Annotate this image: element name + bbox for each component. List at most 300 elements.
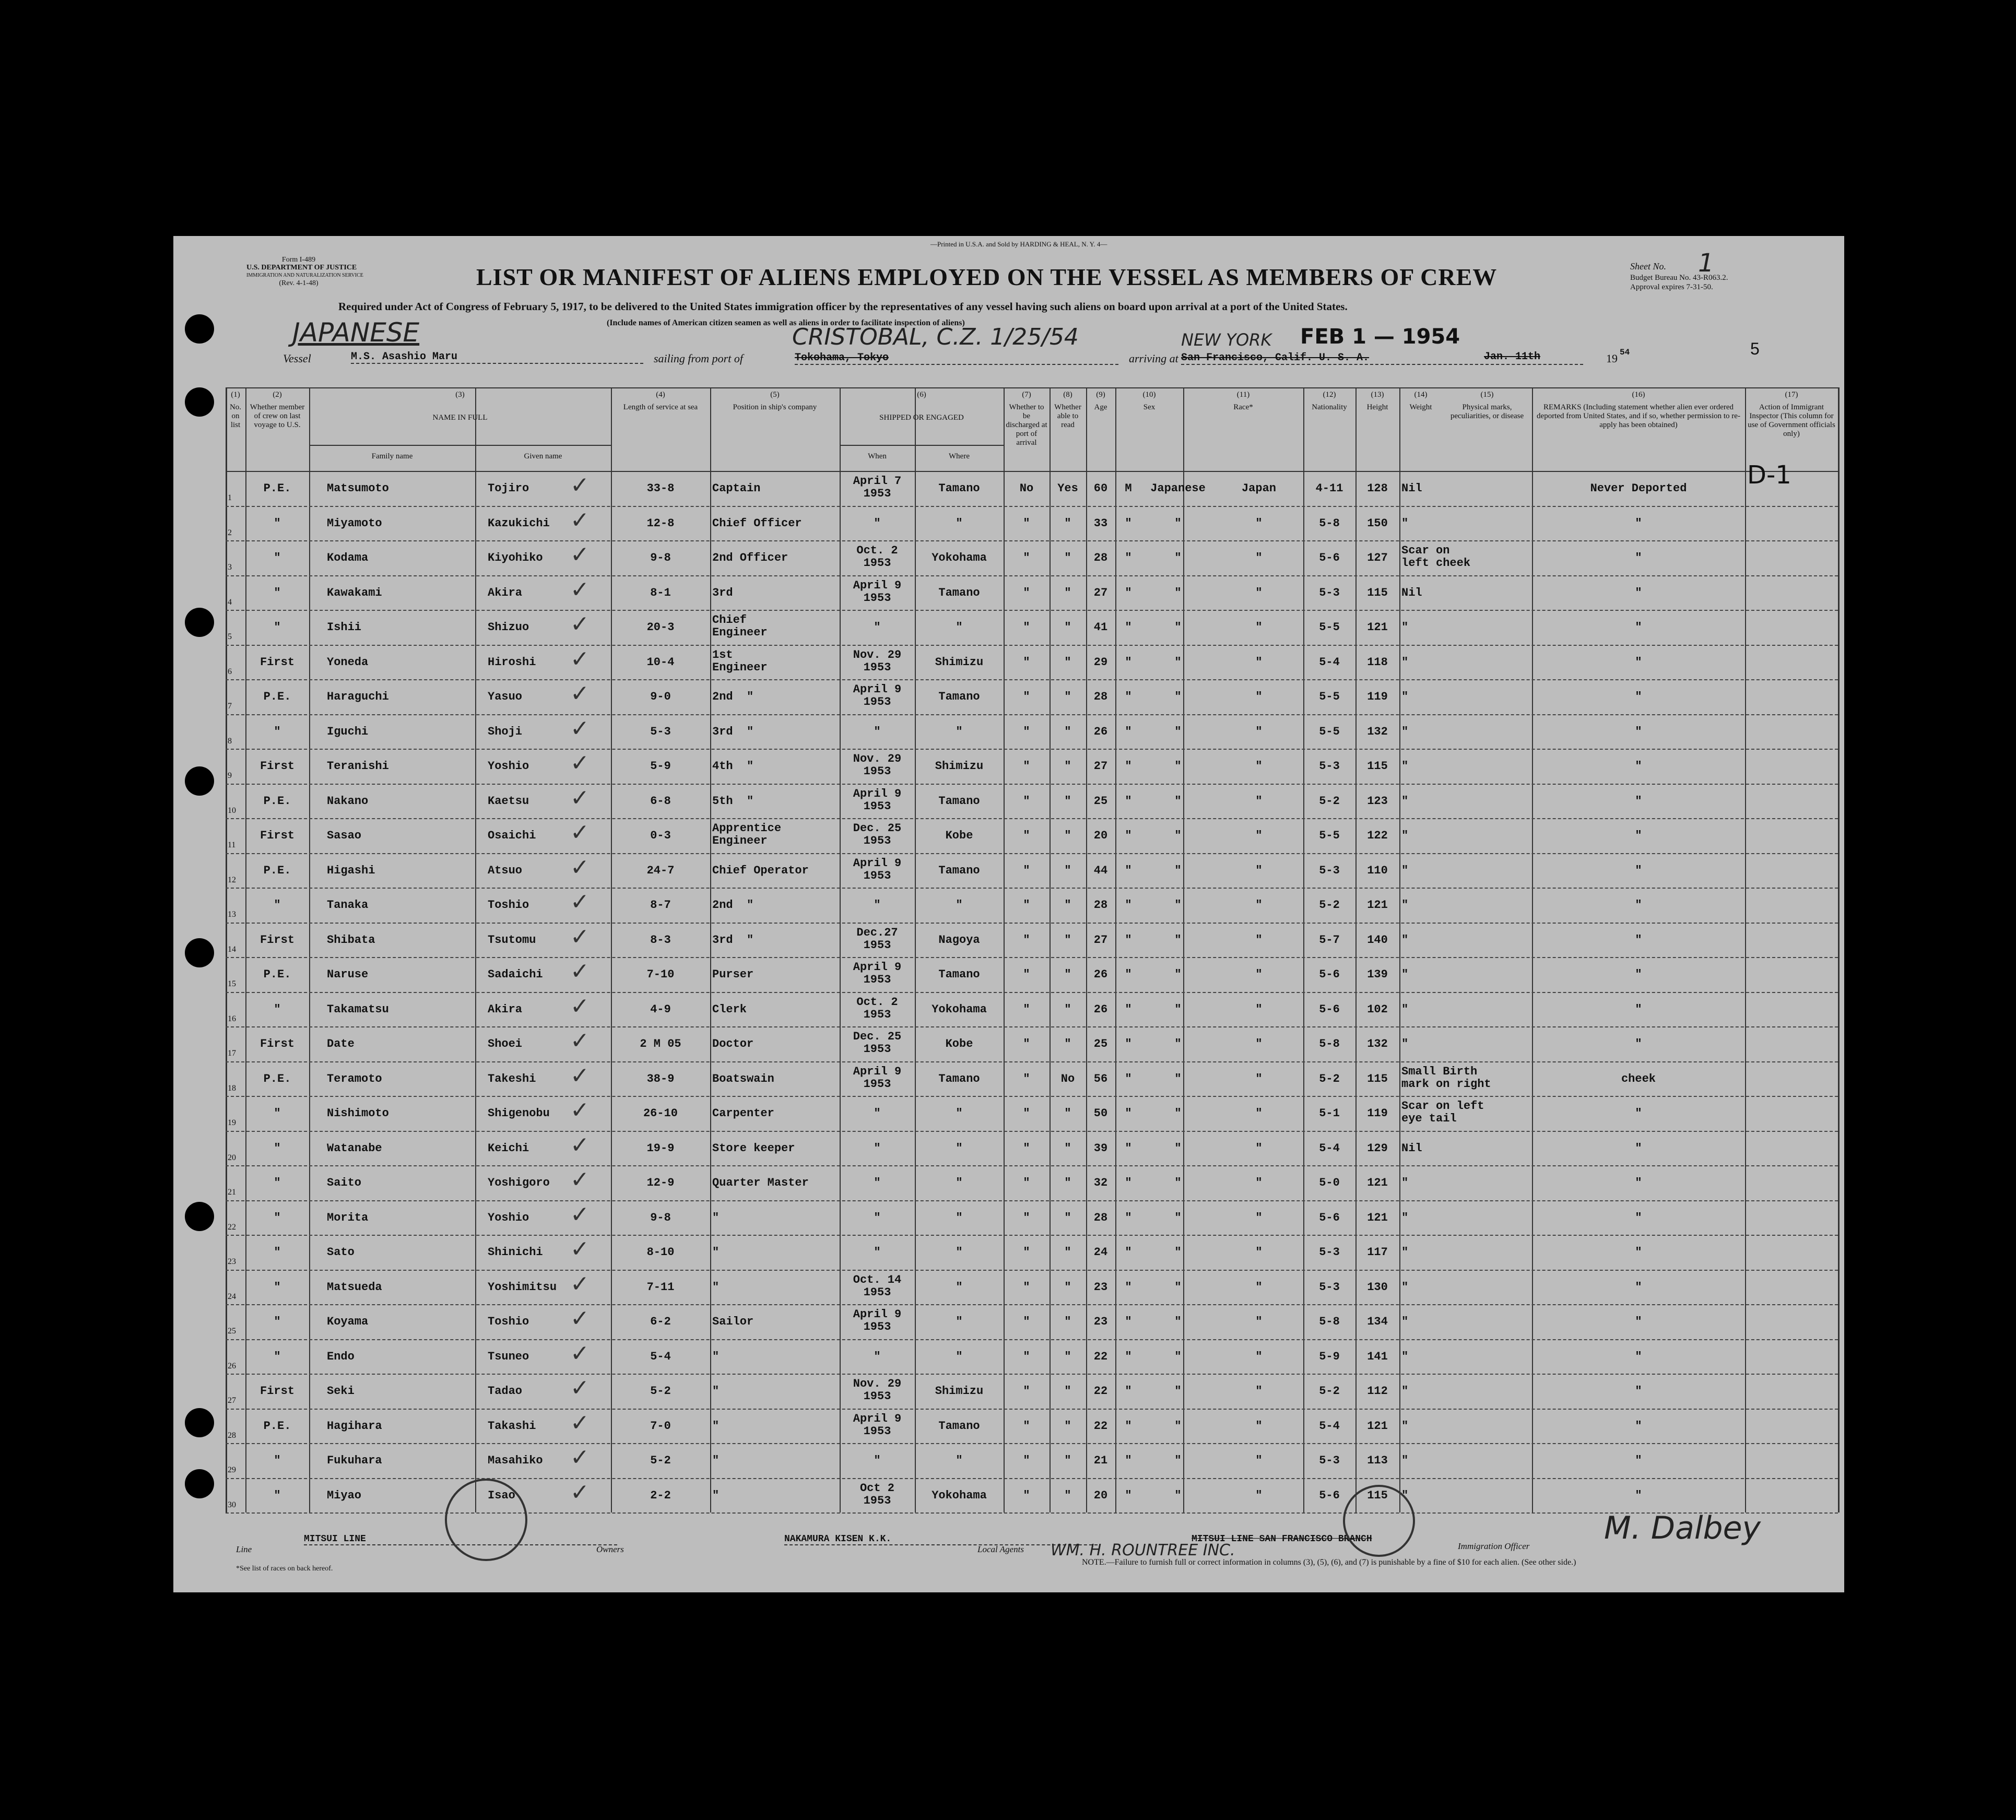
- row-rule: [226, 506, 1838, 507]
- age-cell: 26: [1093, 1002, 1108, 1016]
- shipped-where-cell: Kobe: [945, 829, 973, 842]
- physical-marks-cell: ": [1401, 899, 1409, 912]
- shipped-when-cell: Nov. 29 1953: [853, 1377, 902, 1403]
- check-mark-icon: ✓: [570, 1340, 590, 1367]
- weight-cell: 118: [1367, 655, 1388, 669]
- nationality-cell: ": [1255, 1419, 1263, 1433]
- column-divider: [1355, 387, 1357, 1512]
- race-cell: ": [1174, 621, 1182, 634]
- given-name-cell: Isao: [488, 1488, 515, 1502]
- shipped-where-cell: ": [956, 1350, 963, 1363]
- able-to-read-cell: ": [1064, 1350, 1071, 1363]
- discharged-cell: ": [1023, 829, 1030, 842]
- vessel-label: Vessel: [283, 352, 311, 365]
- remarks-cell: ": [1635, 1246, 1642, 1259]
- row-rule: [226, 1200, 1838, 1201]
- race-cell: ": [1174, 586, 1182, 599]
- shipped-where-cell: Tamano: [938, 586, 980, 599]
- column-number: (13): [1371, 391, 1384, 399]
- nationality-cell: ": [1255, 551, 1263, 564]
- nationality-cell: ": [1255, 829, 1263, 842]
- given-name-cell: Shizuo: [488, 621, 529, 634]
- discharged-cell: ": [1023, 899, 1030, 912]
- discharged-cell: ": [1023, 1385, 1030, 1398]
- discharged-cell: ": [1023, 933, 1030, 947]
- family-name-cell: Fukuhara: [327, 1454, 382, 1467]
- given-name-cell: Sadaichi: [488, 968, 543, 981]
- weight-cell: 112: [1367, 1385, 1388, 1398]
- column-number: (9): [1096, 391, 1105, 399]
- height-cell: 5-0: [1319, 1176, 1340, 1189]
- sex-cell: ": [1125, 655, 1132, 669]
- shipped-when-cell: April 9 1953: [853, 578, 902, 605]
- row-number: 3: [228, 563, 232, 572]
- sex-cell: ": [1125, 690, 1132, 703]
- row-number: 23: [228, 1257, 236, 1266]
- position-cell: ": [712, 1246, 720, 1259]
- able-to-read-cell: ": [1064, 1176, 1071, 1189]
- row-rule: [226, 1339, 1838, 1340]
- race-cell: ": [1174, 690, 1182, 703]
- sex-cell: ": [1125, 516, 1132, 530]
- line-label: Line: [236, 1544, 252, 1554]
- row-number: 17: [228, 1049, 236, 1058]
- age-cell: 25: [1093, 794, 1108, 808]
- age-cell: 22: [1093, 1350, 1108, 1363]
- sex-cell: ": [1125, 1350, 1132, 1363]
- discharged-cell: ": [1023, 551, 1030, 564]
- family-name-cell: Miyamoto: [327, 516, 382, 530]
- age-cell: 22: [1093, 1419, 1108, 1433]
- row-rule: [226, 1270, 1838, 1271]
- weight-cell: 134: [1367, 1315, 1388, 1328]
- shipped-when-cell: Dec. 25 1953: [853, 1030, 902, 1056]
- service-length-cell: 20-3: [646, 621, 675, 634]
- height-cell: 5-5: [1319, 725, 1340, 738]
- row-number: 20: [228, 1153, 236, 1162]
- service-length-cell: 6-2: [650, 1315, 671, 1328]
- row-rule: [226, 575, 1838, 576]
- position-cell: 3rd ": [712, 725, 754, 738]
- remarks-cell: ": [1635, 1350, 1642, 1363]
- row-number: 5: [228, 632, 232, 641]
- sex-cell: ": [1125, 1385, 1132, 1398]
- page-title: LIST OR MANIFEST OF ALIENS EMPLOYED ON THE VESSEL AS MEMBERS OF CREW: [476, 264, 1498, 290]
- column-number: (7): [1022, 391, 1031, 399]
- weight-cell: 121: [1367, 621, 1388, 634]
- sex-cell: ": [1125, 1488, 1132, 1502]
- weight-cell: 132: [1367, 725, 1388, 738]
- nationality-cell: ": [1255, 655, 1263, 669]
- family-name-cell: Hagihara: [327, 1419, 382, 1433]
- height-cell: 5-5: [1319, 621, 1340, 634]
- officer-signature: M. Dalbey: [1604, 1510, 1761, 1546]
- row-number: 9: [228, 771, 232, 780]
- remarks-cell: ": [1635, 760, 1642, 773]
- service-length-cell: 5-9: [650, 760, 671, 773]
- height-cell: 5-3: [1319, 1280, 1340, 1294]
- round-stamp: [445, 1479, 527, 1561]
- row-rule: [226, 818, 1838, 819]
- row-rule: [226, 888, 1838, 889]
- row-rule: [226, 1026, 1838, 1027]
- discharged-cell: ": [1023, 1176, 1030, 1189]
- shipped-when-cell: ": [874, 1246, 881, 1259]
- given-name-cell: Akira: [488, 586, 523, 599]
- sex-cell: ": [1125, 1072, 1132, 1085]
- check-mark-icon: ✓: [570, 1131, 590, 1159]
- able-to-read-cell: ": [1064, 968, 1071, 981]
- row-number: 26: [228, 1361, 236, 1370]
- column-number: (2): [273, 391, 282, 399]
- position-cell: ": [712, 1280, 720, 1294]
- age-cell: 28: [1093, 690, 1108, 703]
- position-cell: 4th ": [712, 760, 754, 773]
- age-cell: 39: [1093, 1141, 1108, 1155]
- shipped-where-cell: ": [956, 899, 963, 912]
- height-cell: 5-4: [1319, 655, 1340, 669]
- row-rule: [226, 1096, 1838, 1097]
- race-cell: ": [1174, 655, 1182, 669]
- shipped-where-cell: Shimizu: [935, 760, 984, 773]
- last-voyage-cell: P.E.: [263, 482, 291, 495]
- sex-cell: ": [1125, 829, 1132, 842]
- shipped-where-cell: Yokohama: [932, 1002, 987, 1016]
- given-name-cell: Hiroshi: [488, 655, 536, 669]
- check-mark-icon: ✓: [570, 576, 590, 603]
- shipped-where-cell: Tamano: [938, 1072, 980, 1085]
- check-mark-icon: ✓: [570, 1236, 590, 1262]
- nationality-cell: ": [1255, 1246, 1263, 1259]
- sex-cell: ": [1125, 1141, 1132, 1155]
- shipped-where-cell: Shimizu: [935, 1385, 984, 1398]
- sex-cell: ": [1125, 760, 1132, 773]
- age-cell: 60: [1093, 482, 1108, 495]
- last-voyage-cell: First: [260, 829, 294, 842]
- given-name-cell: Akira: [488, 1002, 523, 1016]
- height-cell: 5-6: [1319, 1002, 1340, 1016]
- check-mark-icon: ✓: [570, 958, 590, 985]
- service-length-cell: 33-8: [646, 482, 675, 495]
- row-number: 29: [228, 1466, 236, 1474]
- sailing-from-struck: Tokohama, Tokyo: [795, 352, 1118, 365]
- age-cell: 22: [1093, 1385, 1108, 1398]
- service-length-cell: 5-4: [650, 1350, 671, 1363]
- discharged-cell: ": [1023, 1315, 1030, 1328]
- remarks-cell: ": [1635, 551, 1642, 564]
- position-cell: Sailor: [712, 1315, 754, 1328]
- shipped-where-cell: ": [956, 1176, 963, 1189]
- remarks-cell: ": [1635, 864, 1642, 877]
- shipped-when-cell: April 9 1953: [853, 1308, 902, 1333]
- check-mark-icon: ✓: [570, 1166, 590, 1193]
- shipped-where-cell: Nagoya: [938, 933, 980, 947]
- sex-cell: ": [1125, 1211, 1132, 1224]
- age-cell: 20: [1093, 1488, 1108, 1502]
- discharged-cell: No: [1019, 482, 1034, 495]
- physical-marks-cell: Small Birth mark on right: [1401, 1065, 1491, 1091]
- last-voyage-cell: ": [274, 1454, 281, 1467]
- height-cell: 5-6: [1319, 968, 1340, 981]
- shipped-where-cell: ": [956, 1315, 963, 1328]
- given-name-cell: Osaichi: [488, 829, 536, 842]
- last-voyage-cell: P.E.: [263, 1419, 291, 1433]
- remarks-cell: ": [1635, 1315, 1642, 1328]
- able-to-read-cell: ": [1064, 829, 1071, 842]
- shipped-where-cell: Tamano: [938, 482, 980, 495]
- check-mark-icon: ✓: [570, 541, 590, 568]
- column-header: Whether to be discharged at port of arrival: [1006, 403, 1047, 447]
- age-cell: 44: [1093, 864, 1108, 877]
- column-divider: [1004, 387, 1005, 1512]
- last-voyage-cell: P.E.: [263, 968, 291, 981]
- remarks-cell: cheek: [1621, 1072, 1656, 1085]
- shipped-where-cell: ": [956, 1211, 963, 1224]
- position-cell: Carpenter: [712, 1107, 774, 1120]
- shipped-when-cell: Dec. 25 1953: [853, 822, 902, 847]
- service-length-cell: 12-8: [646, 516, 675, 530]
- able-to-read-cell: ": [1064, 1211, 1071, 1224]
- row-number: 19: [228, 1118, 236, 1127]
- weight-cell: 102: [1367, 1002, 1388, 1016]
- last-voyage-cell: First: [260, 1385, 294, 1398]
- shipped-when-cell: Oct. 2 1953: [856, 995, 898, 1021]
- column-header: Action of Immigrant Inspector (This column for use of Government officials only): [1748, 403, 1835, 438]
- race-cell: ": [1174, 1385, 1182, 1398]
- shipped-where-cell: Yokohama: [932, 551, 987, 564]
- check-mark-icon: ✓: [570, 1409, 590, 1436]
- arriving-handwritten: NEW YORK: [1181, 330, 1272, 350]
- discharged-cell: ": [1023, 586, 1030, 599]
- height-cell: 5-2: [1319, 794, 1340, 808]
- shipped-where-cell: Tamano: [938, 864, 980, 877]
- race-cell: ": [1174, 829, 1182, 842]
- shipped-when-cell: Nov. 29 1953: [853, 752, 902, 778]
- height-cell: 5-2: [1319, 1385, 1340, 1398]
- sex-cell: M: [1125, 482, 1132, 495]
- local-agents-handwritten: WM. H. ROUNTREE INC.: [1051, 1541, 1235, 1559]
- nationality-cell: ": [1255, 1176, 1263, 1189]
- service-length-cell: 8-3: [650, 933, 671, 947]
- physical-marks-cell: ": [1401, 1176, 1409, 1189]
- shipped-when-cell: ": [874, 1176, 881, 1189]
- position-cell: 2nd ": [712, 690, 754, 703]
- position-cell: Apprentice Engineer: [712, 822, 782, 847]
- sex-cell: ": [1125, 551, 1132, 564]
- sailing-from-label: sailing from port of: [654, 352, 743, 365]
- page-number: 5: [1750, 339, 1760, 358]
- row-rule: [226, 957, 1838, 958]
- able-to-read-cell: ": [1064, 1488, 1071, 1502]
- position-cell: 2nd Officer: [712, 551, 788, 564]
- family-name-cell: Endo: [327, 1350, 355, 1363]
- given-name-cell: Shoei: [488, 1037, 523, 1050]
- family-name-cell: Yoneda: [327, 655, 369, 669]
- shipped-when-cell: ": [874, 899, 881, 912]
- discharged-cell: ": [1023, 725, 1030, 738]
- immigration-officer-label: Immigration Officer: [1458, 1541, 1530, 1551]
- service-length-cell: 2-2: [650, 1488, 671, 1502]
- physical-marks-cell: ": [1401, 1315, 1409, 1328]
- row-number: 30: [228, 1500, 236, 1509]
- discharged-cell: ": [1023, 1107, 1030, 1120]
- family-name-cell: Miyao: [327, 1488, 362, 1502]
- race-cell: ": [1174, 968, 1182, 981]
- discharged-cell: ": [1023, 1246, 1030, 1259]
- column-divider: [309, 387, 310, 1512]
- row-number: 4: [228, 597, 232, 607]
- remarks-cell: ": [1635, 829, 1642, 842]
- row-rule: [226, 1304, 1838, 1305]
- service-length-cell: 19-9: [646, 1141, 675, 1155]
- physical-marks-cell: ": [1401, 621, 1409, 634]
- printer-line: —Printed in U.S.A. and Sold by HARDING & HEAL, N. Y. 4—: [930, 240, 1107, 248]
- height-cell: 5-9: [1319, 1350, 1340, 1363]
- remarks-cell: ": [1635, 1385, 1642, 1398]
- column-header: NAME IN FULL: [432, 413, 488, 422]
- manifest-sheet: [173, 236, 1844, 1592]
- column-divider: [710, 387, 711, 1512]
- race-cell: ": [1174, 1350, 1182, 1363]
- remarks-cell: Never Deported: [1590, 482, 1687, 495]
- age-cell: 20: [1093, 829, 1108, 842]
- physical-marks-cell: ": [1401, 829, 1409, 842]
- check-mark-icon: ✓: [570, 645, 590, 672]
- row-number: 21: [228, 1188, 236, 1197]
- row-number: 12: [228, 875, 236, 884]
- physical-marks-cell: ": [1401, 1002, 1409, 1016]
- sex-cell: ": [1125, 1002, 1132, 1016]
- last-voyage-cell: First: [260, 760, 294, 773]
- discharged-cell: ": [1023, 655, 1030, 669]
- given-name-cell: Tojiro: [488, 482, 529, 495]
- punch-hole: [185, 1469, 214, 1498]
- race-cell: ": [1174, 1141, 1182, 1155]
- able-to-read-cell: ": [1064, 655, 1071, 669]
- given-name-cell: Yoshigoro: [488, 1176, 550, 1189]
- discharged-cell: ": [1023, 1037, 1030, 1050]
- height-cell: 5-3: [1319, 760, 1340, 773]
- shipped-when-cell: ": [874, 621, 881, 634]
- sex-cell: ": [1125, 968, 1132, 981]
- physical-marks-cell: Scar on left cheek: [1401, 544, 1471, 570]
- remarks-cell: ": [1635, 1141, 1642, 1155]
- form-number: Form I-489: [281, 256, 316, 264]
- row-number: 8: [228, 736, 232, 746]
- include-statement: (Include names of American citizen seamen as well as aliens in order to facilitate inspection of aliens): [607, 318, 965, 327]
- shipped-when-cell: ": [874, 1107, 881, 1120]
- family-name-cell: Matsueda: [327, 1280, 382, 1294]
- weight-cell: 113: [1367, 1454, 1388, 1467]
- column-number: (17): [1785, 391, 1798, 399]
- able-to-read-cell: ": [1064, 1107, 1071, 1120]
- column-number: (15): [1480, 391, 1494, 399]
- able-to-read-cell: ": [1064, 516, 1071, 530]
- service-length-cell: 7-11: [646, 1280, 675, 1294]
- last-voyage-cell: ": [274, 1488, 281, 1502]
- service-length-cell: 6-8: [650, 794, 671, 808]
- check-mark-icon: ✓: [570, 1201, 590, 1228]
- remarks-cell: ": [1635, 899, 1642, 912]
- sex-cell: ": [1125, 1246, 1132, 1259]
- remarks-cell: ": [1635, 1280, 1642, 1294]
- last-voyage-cell: ": [274, 516, 281, 530]
- age-cell: 28: [1093, 551, 1108, 564]
- last-voyage-cell: ": [274, 1315, 281, 1328]
- round-stamp: [1343, 1485, 1415, 1557]
- nationality-cell: ": [1255, 933, 1263, 947]
- check-mark-icon: ✓: [570, 992, 590, 1020]
- race-cell: Japanese: [1150, 482, 1206, 495]
- shipped-where-cell: Kobe: [945, 1037, 973, 1050]
- last-voyage-cell: ": [274, 1002, 281, 1016]
- age-cell: 28: [1093, 899, 1108, 912]
- given-name-cell: Yasuo: [488, 690, 523, 703]
- given-name-cell: Toshio: [488, 1315, 529, 1328]
- form-revision: (Rev. 4-1-48): [279, 279, 319, 287]
- last-voyage-cell: ": [274, 551, 281, 564]
- local-agents-label: Local Agents: [977, 1544, 1024, 1554]
- physical-marks-cell: ": [1401, 516, 1409, 530]
- race-cell: ": [1174, 1419, 1182, 1433]
- able-to-read-cell: ": [1064, 760, 1071, 773]
- physical-marks-cell: ": [1401, 1246, 1409, 1259]
- physical-marks-cell: Nil: [1401, 586, 1422, 599]
- weight-cell: 150: [1367, 516, 1388, 530]
- remarks-cell: ": [1635, 1488, 1642, 1502]
- given-name-cell: Yoshio: [488, 1211, 529, 1224]
- discharged-cell: ": [1023, 516, 1030, 530]
- physical-marks-cell: ": [1401, 1280, 1409, 1294]
- height-cell: 5-5: [1319, 829, 1340, 842]
- column-subheader: When: [868, 452, 887, 460]
- race-cell: ": [1174, 551, 1182, 564]
- weight-cell: 115: [1367, 1072, 1388, 1085]
- family-name-cell: Higashi: [327, 864, 375, 877]
- column-divider: [1050, 387, 1051, 1512]
- owners-value: NAKAMURA KISEN K.K.: [784, 1534, 1098, 1545]
- weight-cell: 141: [1367, 1350, 1388, 1363]
- position-cell: 1st Engineer: [712, 648, 768, 674]
- race-cell: ": [1174, 725, 1182, 738]
- able-to-read-cell: ": [1064, 1315, 1071, 1328]
- given-name-cell: Shoji: [488, 725, 523, 738]
- position-cell: 3rd: [712, 586, 733, 599]
- agency-name: U.S. DEPARTMENT OF JUSTICE: [246, 264, 357, 271]
- discharged-cell: ": [1023, 794, 1030, 808]
- remarks-cell: ": [1635, 1002, 1642, 1016]
- shipped-when-cell: ": [874, 1141, 881, 1155]
- punch-hole: [185, 766, 214, 796]
- weight-cell: 132: [1367, 1037, 1388, 1050]
- family-name-cell: Sato: [327, 1246, 355, 1259]
- column-number: (6): [917, 391, 926, 399]
- race-cell: ": [1174, 1072, 1182, 1085]
- row-number: 25: [228, 1327, 236, 1336]
- discharged-cell: ": [1023, 1350, 1030, 1363]
- able-to-read-cell: ": [1064, 1002, 1071, 1016]
- discharged-cell: ": [1023, 690, 1030, 703]
- given-name-cell: Keichi: [488, 1141, 529, 1155]
- check-mark-icon: ✓: [570, 819, 590, 846]
- sex-cell: ": [1125, 586, 1132, 599]
- able-to-read-cell: ": [1064, 864, 1071, 877]
- row-number: 24: [228, 1292, 236, 1301]
- height-cell: 5-8: [1319, 1315, 1340, 1328]
- height-cell: 5-5: [1319, 690, 1340, 703]
- able-to-read-cell: ": [1064, 1419, 1071, 1433]
- last-voyage-cell: ": [274, 1176, 281, 1189]
